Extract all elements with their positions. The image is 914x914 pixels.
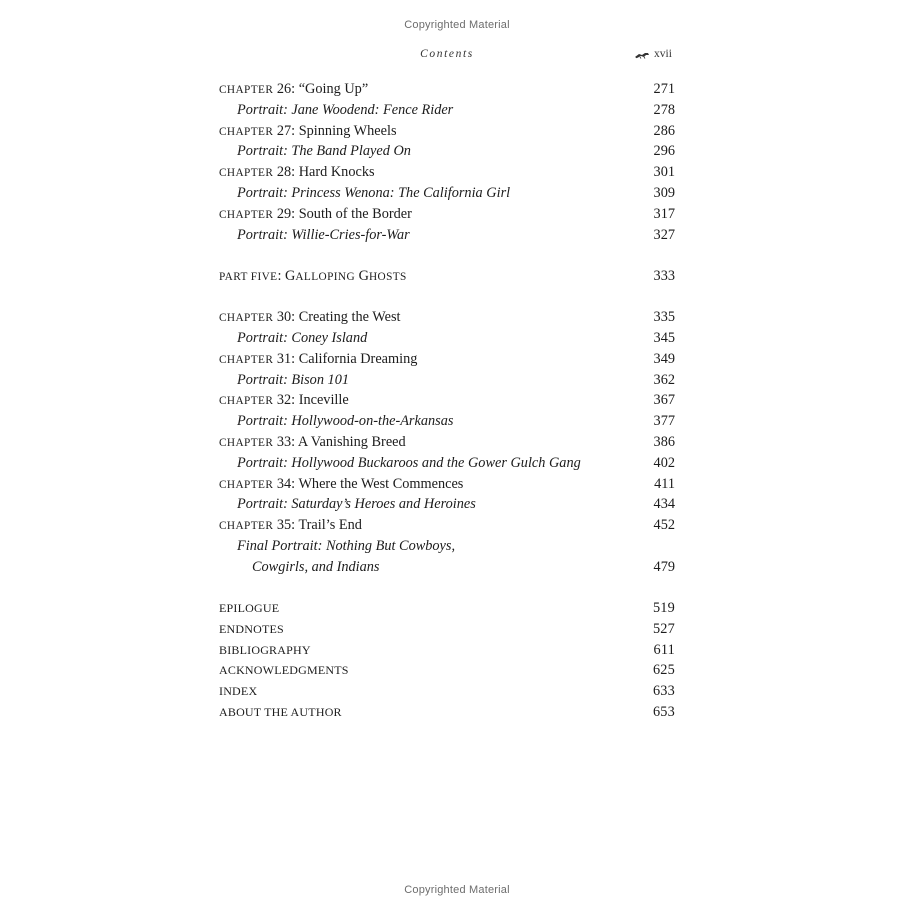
chapter-title: 29: South of the Border <box>273 205 412 222</box>
part-title <box>219 266 407 288</box>
page-number: 309 <box>653 184 675 201</box>
entry-title <box>219 349 417 371</box>
chapter-title: 30: Creating the West <box>273 309 401 326</box>
page-number: 633 <box>652 683 675 700</box>
entry-title <box>219 432 406 454</box>
toc-entry-bibliography <box>219 640 675 661</box>
page-number: 653 <box>652 704 675 721</box>
chapter-label: CHAPTER <box>219 353 274 366</box>
page-number: 362 <box>653 371 675 388</box>
toc-entry-portrait <box>219 328 675 349</box>
chapter-title: 26: “Going Up” <box>273 81 369 97</box>
page-number: 479 <box>653 558 675 575</box>
page-number: 345 <box>653 329 675 346</box>
back-matter-title: INDEX <box>219 684 258 699</box>
entry-title <box>219 121 397 143</box>
page-number: 527 <box>652 620 675 637</box>
toc-entry-index <box>219 681 675 702</box>
folio-number: xvii <box>654 48 672 60</box>
toc-entry-portrait <box>219 225 675 246</box>
copyright-watermark-top: Copyrighted Material <box>404 19 510 31</box>
page-number: 317 <box>653 205 675 222</box>
toc-entry-chapter-35 <box>219 515 675 536</box>
entry-title <box>219 515 362 537</box>
chapter-label: CHAPTER <box>219 125 274 138</box>
page-number: 301 <box>653 164 675 181</box>
toc-entry-about-the-author <box>219 702 675 723</box>
page-number: 611 <box>653 641 675 658</box>
chapter-label: CHAPTER <box>219 312 274 325</box>
chapter-title: 34: Where the West Commences <box>273 475 464 492</box>
toc-entry-portrait <box>219 370 675 391</box>
entry-title <box>219 204 412 226</box>
back-matter-title: ACKNOWLEDGMENTS <box>219 663 349 678</box>
running-head <box>0 48 914 66</box>
galloping-horse-icon <box>634 50 650 59</box>
page-number: 296 <box>653 143 675 160</box>
portrait-title: Portrait: Hollywood-on-the-Arkansas <box>237 413 454 430</box>
part-title-text: : G <box>277 267 296 284</box>
chapter-label: CHAPTER <box>219 84 274 96</box>
entry-title <box>219 79 368 101</box>
chapter-label: CHAPTER <box>219 395 274 408</box>
toc-entry-portrait <box>219 141 675 162</box>
portrait-title: Portrait: Princess Wenona: The California Girl <box>237 184 511 201</box>
page-number: 367 <box>653 392 675 409</box>
page-number: 278 <box>653 101 675 118</box>
toc-entry-acknowledgments <box>219 660 675 681</box>
entry-title <box>219 474 463 496</box>
chapter-label: CHAPTER <box>219 436 274 449</box>
portrait-title: Portrait: Willie-Cries-for-War <box>237 226 410 243</box>
copyright-watermark-bottom: Copyrighted Material <box>404 884 510 896</box>
portrait-title: Final Portrait: Nothing But Cowboys, <box>237 537 456 554</box>
back-matter-title: BIBLIOGRAPHY <box>219 642 311 657</box>
entry-title <box>219 307 401 329</box>
toc-entry-chapter-32 <box>219 390 675 411</box>
portrait-title: Portrait: Bison 101 <box>237 371 349 388</box>
back-matter-title: EPILOGUE <box>219 601 280 616</box>
page-number: 411 <box>654 475 675 492</box>
portrait-title: Portrait: The Band Played On <box>237 143 411 160</box>
page-number: 402 <box>653 454 675 471</box>
part-title-text: G <box>355 267 369 284</box>
chapter-label: CHAPTER <box>219 520 274 533</box>
toc-entry-endnotes <box>219 619 675 640</box>
page-number: 377 <box>653 413 675 430</box>
chapter-label: CHAPTER <box>219 478 274 491</box>
toc-entry-portrait <box>219 411 675 432</box>
page-number: 271 <box>653 81 675 97</box>
portrait-title: Portrait: Hollywood Buckaroos and the Gower Gulch Gang <box>237 454 581 471</box>
part-title-text: HOSTS <box>368 270 407 283</box>
toc-entry-epilogue <box>219 598 675 619</box>
part-label: PART FIVE <box>219 270 278 283</box>
page-number: 434 <box>653 496 675 513</box>
chapter-title: 31: California Dreaming <box>273 350 418 367</box>
toc-entry-chapter-27 <box>219 121 675 142</box>
running-head-title: Contents <box>420 48 474 60</box>
toc-entry-portrait <box>219 453 675 474</box>
toc-entry-final-portrait-continued <box>219 557 675 578</box>
chapter-label: CHAPTER <box>219 208 274 221</box>
page-number: 327 <box>653 226 675 243</box>
entry-title <box>219 162 375 184</box>
page-number: 335 <box>653 309 675 326</box>
portrait-title: Portrait: Saturday’s Heroes and Heroines <box>237 496 476 513</box>
back-matter-title: ABOUT THE AUTHOR <box>219 705 342 720</box>
toc-entry-chapter-28 <box>219 162 675 183</box>
back-matter-title: ENDNOTES <box>219 621 284 636</box>
chapter-title: 32: Inceville <box>273 392 349 409</box>
toc-entry-chapter-34 <box>219 474 675 495</box>
chapter-title: 35: Trail’s End <box>273 517 362 534</box>
page-number: 519 <box>652 600 675 617</box>
toc-entry-portrait <box>219 100 675 121</box>
portrait-title: Portrait: Jane Woodend: Fence Rider <box>237 101 454 118</box>
entry-title <box>219 390 349 412</box>
portrait-title-continued: Cowgirls, and Indians <box>252 558 380 575</box>
toc-entry-final-portrait <box>219 536 675 557</box>
page-number: 349 <box>653 350 675 367</box>
folio <box>634 48 672 60</box>
toc-entry-chapter-31 <box>219 349 675 370</box>
page-number: 286 <box>653 122 675 139</box>
toc-entry-chapter-30 <box>219 307 675 328</box>
toc-entry-portrait <box>219 183 675 204</box>
page-number: 452 <box>653 517 675 534</box>
toc-entry-portrait <box>219 494 675 515</box>
page-number: 386 <box>653 433 675 450</box>
chapter-label: CHAPTER <box>219 167 274 180</box>
toc-entry-chapter-26 <box>219 79 675 100</box>
page-number: 333 <box>653 267 675 284</box>
toc-entry-part-five <box>219 266 675 287</box>
toc-entry-chapter-29 <box>219 204 675 225</box>
chapter-title: 28: Hard Knocks <box>273 164 375 181</box>
chapter-title: 33: A Vanishing Breed <box>273 433 406 450</box>
chapter-title: 27: Spinning Wheels <box>273 122 397 139</box>
page-number: 625 <box>652 662 675 679</box>
part-title-text: ALLOPING <box>295 270 356 283</box>
portrait-title: Portrait: Coney Island <box>237 329 368 346</box>
toc-entry-chapter-33 <box>219 432 675 453</box>
table-of-contents <box>219 79 675 723</box>
